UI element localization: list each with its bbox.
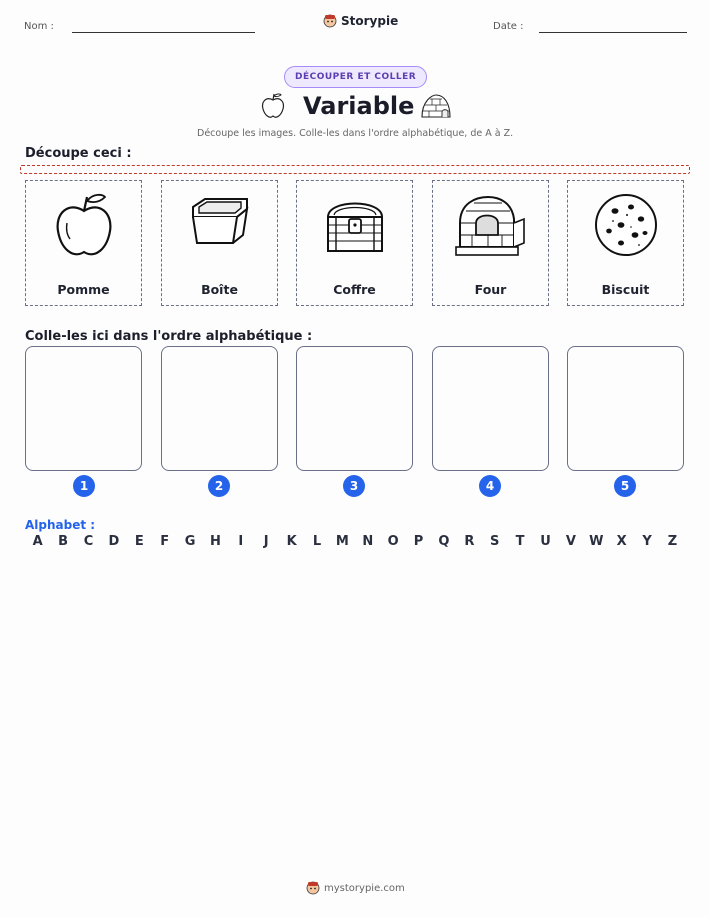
alphabet-letter: Y [642, 534, 652, 549]
footer [306, 881, 405, 895]
alphabet-letter: G [184, 534, 196, 549]
alphabet-title: Alphabet : [25, 518, 96, 532]
alphabet-letter: P [413, 534, 424, 549]
slot-number-5: 5 [614, 475, 636, 497]
paste-slot-1[interactable] [25, 346, 142, 471]
alphabet-letter: O [387, 534, 399, 549]
cut-card-biscuit[interactable] [567, 180, 684, 306]
name-line[interactable] [72, 32, 255, 33]
box-icon [185, 189, 255, 261]
brand-logo [323, 14, 398, 28]
oven-icon [454, 189, 528, 261]
cut-card-boite[interactable] [161, 180, 278, 306]
alphabet-letter: H [209, 534, 221, 549]
alphabet-letter: Z [667, 534, 678, 549]
alphabet-letter: K [286, 534, 297, 549]
apple-decoration-icon [260, 92, 286, 120]
alphabet-letter: N [362, 534, 374, 549]
date-line[interactable] [539, 32, 687, 33]
cut-card-four[interactable] [432, 180, 549, 306]
igloo-decoration-icon [420, 93, 452, 119]
alphabet-letter: C [83, 534, 94, 549]
paste-slot-4[interactable] [432, 346, 549, 471]
paste-slot-3[interactable] [296, 346, 413, 471]
date-label: Date : [493, 21, 524, 32]
slot-number-1: 1 [73, 475, 95, 497]
alphabet-letter: W [589, 534, 604, 549]
alphabet-letter: L [312, 534, 322, 549]
cookie-icon [591, 189, 661, 261]
alphabet-letter: Q [438, 534, 450, 549]
slot-number-3: 3 [343, 475, 365, 497]
card-label: Biscuit [601, 282, 650, 297]
instruction-text: Découpe les images. Colle-les dans l'ordre alphabétique, de A à Z. [197, 128, 514, 139]
card-label: Coffre [333, 282, 376, 297]
card-label: Four [474, 282, 507, 297]
card-label: Boîte [201, 282, 238, 297]
alphabet-letter: J [263, 534, 269, 549]
slot-number-4: 4 [479, 475, 501, 497]
apple-icon [49, 189, 119, 261]
alphabet-letter: U [540, 534, 551, 549]
cut-card-pomme[interactable] [25, 180, 142, 306]
alphabet-letter: R [464, 534, 475, 549]
alphabet-letter: F [160, 534, 170, 549]
paste-slot-2[interactable] [161, 346, 278, 471]
alphabet-letter: S [490, 534, 500, 549]
alphabet-letter: E [134, 534, 144, 549]
alphabet-letter: X [616, 534, 627, 549]
storypie-mascot-icon [323, 14, 337, 28]
cut-section-title: Découpe ceci : [25, 146, 132, 161]
activity-badge: DÉCOUPER ET COLLER [284, 66, 427, 88]
card-label: Pomme [57, 282, 110, 297]
paste-slot-5[interactable] [567, 346, 684, 471]
storypie-mascot-icon [306, 881, 320, 895]
footer-url[interactable]: mystorypie.com [324, 882, 405, 894]
chest-icon [320, 189, 390, 261]
page-title: Variable [303, 92, 415, 120]
brand-name: Storypie [341, 14, 399, 28]
alphabet-letter: I [238, 534, 244, 549]
slot-number-2: 2 [208, 475, 230, 497]
alphabet-letter: T [515, 534, 525, 549]
alphabet-letter: B [58, 534, 69, 549]
name-label: Nom : [24, 21, 54, 32]
alphabet-letter: A [32, 534, 43, 549]
alphabet-letter: V [565, 534, 576, 549]
cut-line [20, 165, 690, 174]
alphabet-letter: D [108, 534, 120, 549]
alphabet-row [25, 534, 685, 549]
paste-section-title: Colle-les ici dans l'ordre alphabétique : [25, 329, 313, 344]
cut-card-coffre[interactable] [296, 180, 413, 306]
alphabet-letter: M [335, 534, 349, 549]
